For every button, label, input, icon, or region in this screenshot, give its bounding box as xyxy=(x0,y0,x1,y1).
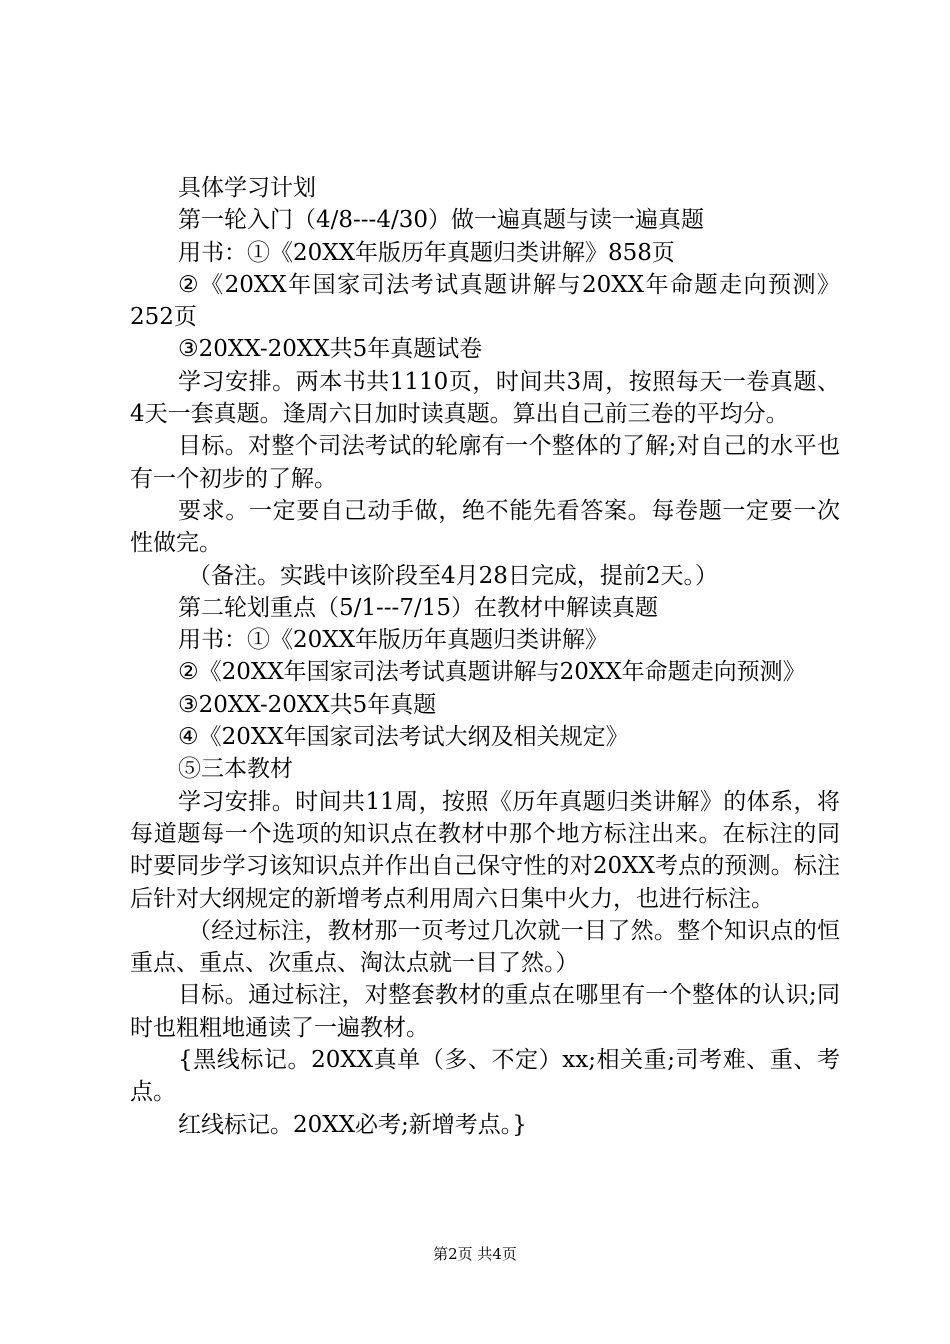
paragraph-books2-1: 用书：①《20XX年版历年真题归类讲解》 xyxy=(178,627,609,654)
paragraph-schedule-2: 学习安排。时间共11周，按照《历年真题归类讲解》的体系，将每道题每一个选项的知识点在教材中那个地方标注出来。在标注的同时要同步学习该知识点并作出自己保守性的对20XX考点的预测。标注后针对大纲规定的新增考点利用周六日集中火力，也进行标注。 xyxy=(130,788,840,912)
paragraph-requirement: 要求。一定要自己动手做，绝不能先看答案。每卷题一定要一次性做完。 xyxy=(130,497,840,557)
paragraph-books-2: ②《20XX年国家司法考试真题讲解与20XX年命题走向预测》252页 xyxy=(130,271,840,331)
paragraph-books2-3: ③20XX-20XX共5年真题 xyxy=(178,691,437,718)
paragraph-goal-1: 目标。对整个司法考试的轮廓有一个整体的了解;对自己的水平也有一个初步的了解。 xyxy=(130,433,840,492)
paragraph-schedule-1: 学习安排。两本书共1110页，时间共3周，按照每天一卷真题、4天一套真题。逢周六日加时读真题。算出自己前三卷的平均分。 xyxy=(130,368,840,428)
document-body xyxy=(130,172,840,1141)
paragraph-round-two: 第二轮划重点（5/1---7/15）在教材中解读真题 xyxy=(178,594,658,621)
page-footer: 第2页 共4页 xyxy=(433,1245,517,1263)
paragraph-goal-2: 目标。通过标注，对整套教材的重点在哪里有一个整体的认识;同时也粗粗地通读了一遍教材。 xyxy=(130,982,840,1041)
paragraph-round-one: 第一轮入门（4/8---4/30）做一遍真题与读一遍真题 xyxy=(178,207,704,234)
paragraph-note-1: （备注。实践中该阶段至4月28日完成，提前2天。） xyxy=(188,562,719,589)
paragraph-books2-5: ⑤三本教材 xyxy=(178,756,293,783)
paragraph-black-line: {黑线标记。20XX真单（多、不定）xx;相关重;司考难、重、考点。 xyxy=(130,1047,840,1106)
paragraph-note-2: （经过标注，教材那一页考过几次就一目了然。整个知识点的恒重点、重点、次重点、淘汰点就一目了然。） xyxy=(130,917,840,977)
paragraph-books-1: 用书：①《20XX年版历年真题归类讲解》858页 xyxy=(178,239,675,266)
paragraph-red-line: 红线标记。20XX必考;新增考点。} xyxy=(178,1111,527,1138)
paragraph-heading: 具体学习计划 xyxy=(178,175,316,201)
paragraph-books2-2: ②《20XX年国家司法考试真题讲解与20XX年命题走向预测》 xyxy=(178,659,806,686)
paragraph-books2-4: ④《20XX年国家司法考试大纲及相关规定》 xyxy=(178,724,629,751)
paragraph-books-3: ③20XX-20XX共5年真题试卷 xyxy=(178,336,483,363)
